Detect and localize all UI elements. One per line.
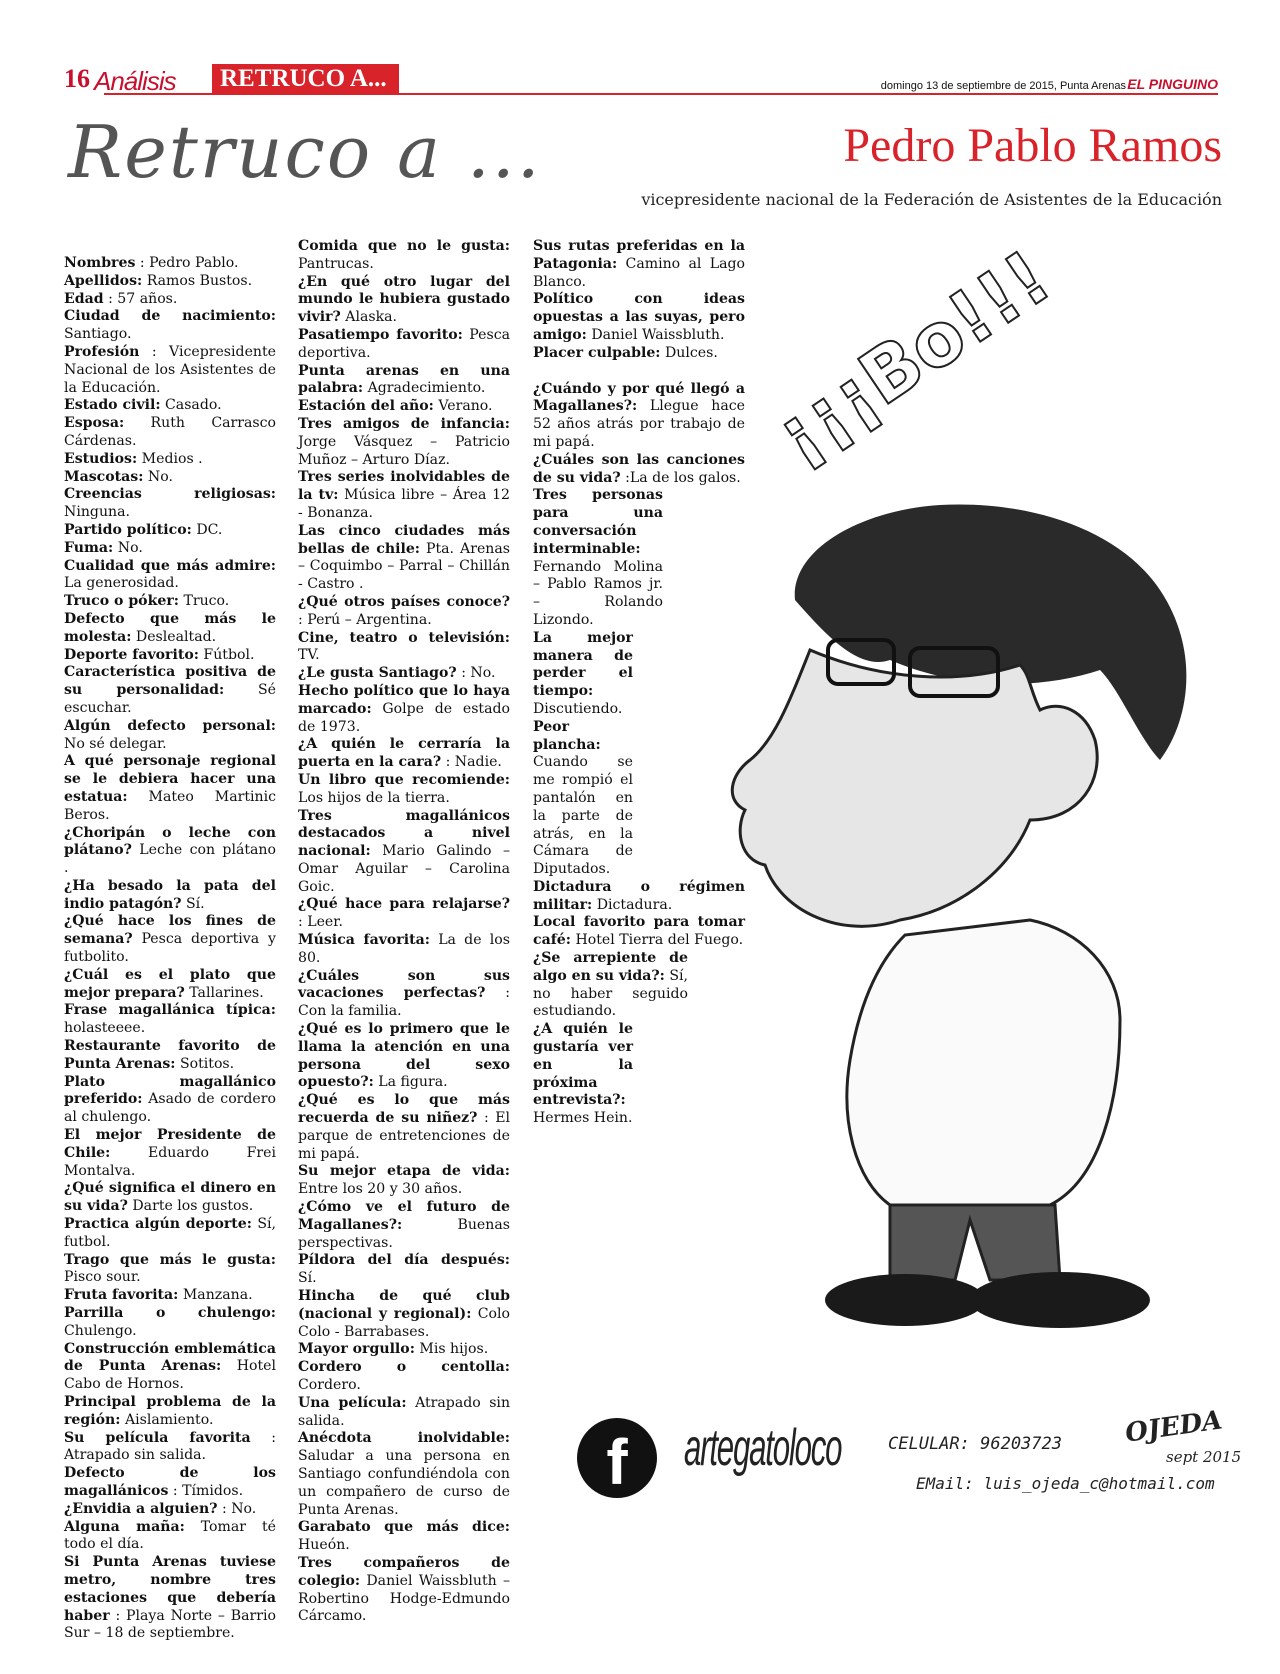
qa-item bbox=[298, 398, 510, 416]
qa-answer: Hueón. bbox=[298, 1537, 350, 1554]
qa-answer: Saludar a una persona en Santiago confundiéndola con un compañero de curso de Punta Arenas. bbox=[298, 1448, 510, 1518]
qa-answer: :La de los galos. bbox=[625, 469, 741, 486]
qa-answer: DC. bbox=[196, 521, 223, 538]
interviewee-name: Pedro Pablo Ramos bbox=[843, 119, 1222, 172]
qa-question: Defecto de los magallánicos bbox=[64, 1465, 276, 1499]
qa-answer: : 57 años. bbox=[108, 290, 178, 307]
qa-question: ¿A quién le gustaría ver en la próxima entrevista?: bbox=[533, 1021, 633, 1109]
interview-column-2 bbox=[298, 238, 510, 1626]
qa-item bbox=[64, 718, 276, 754]
qa-item bbox=[64, 1394, 276, 1430]
qa-question: Comida que no le gusta: bbox=[298, 238, 510, 254]
qa-answer: Chulengo. bbox=[64, 1322, 137, 1339]
qa-item bbox=[64, 540, 276, 558]
qa-item bbox=[64, 1252, 276, 1288]
caricature-drawing bbox=[560, 220, 1250, 1340]
qa-answer: Verano. bbox=[438, 398, 493, 415]
qa-item bbox=[298, 1252, 510, 1288]
qa-item bbox=[298, 896, 510, 932]
qa-question: Característica positiva de su personalidad: bbox=[64, 664, 276, 699]
qa-answer: Los hijos de la tierra. bbox=[298, 789, 450, 806]
qa-item bbox=[64, 1305, 276, 1341]
qa-question: Placer culpable: bbox=[533, 344, 661, 361]
qa-question: Píldora del día después: bbox=[298, 1252, 510, 1269]
qa-question: Tres magallánicos destacados a nivel nacional: bbox=[298, 807, 510, 860]
qa-item bbox=[64, 308, 276, 344]
qa-answer: Sí. bbox=[186, 895, 205, 912]
qa-answer: Tomar té todo el día. bbox=[64, 1518, 277, 1553]
qa-item bbox=[64, 593, 276, 611]
qa-item bbox=[298, 1163, 510, 1199]
qa-question: Pasatiempo favorito: bbox=[298, 326, 463, 343]
qa-question: Dictadura o régimen militar: bbox=[533, 878, 745, 913]
qa-item bbox=[64, 558, 276, 594]
qa-answer: Mario Galindo – Omar Aguilar – Carolina Goic. bbox=[298, 843, 510, 895]
page-number: 16 bbox=[64, 64, 90, 93]
qa-question: Mascotas: bbox=[64, 468, 144, 485]
qa-answer: : Playa Norte – Barrio Sur – 18 de septiembre. bbox=[64, 1607, 276, 1642]
qa-question: Practica algún deporte: bbox=[64, 1216, 252, 1233]
newspaper-name: EL PINGUINO bbox=[1127, 76, 1218, 92]
qa-answer: Casado. bbox=[165, 397, 222, 414]
qa-question: Edad bbox=[64, 290, 104, 307]
qa-item bbox=[64, 273, 276, 291]
qa-question: Cualidad que más admire: bbox=[64, 557, 276, 574]
qa-item bbox=[64, 1430, 276, 1466]
qa-item bbox=[64, 1519, 276, 1555]
artist-phone: CELULAR: 96203723 bbox=[888, 1434, 1062, 1454]
qa-item bbox=[298, 683, 510, 736]
shoe-left bbox=[825, 1274, 985, 1326]
qa-answer: No. bbox=[117, 539, 143, 556]
qa-question: Político con ideas opuestas a las suyas, pero amigo: bbox=[533, 291, 745, 343]
qa-item bbox=[298, 1519, 510, 1555]
qa-question: Las cinco ciudades más bellas de chile: bbox=[298, 522, 510, 557]
qa-answer: Discutiendo. bbox=[533, 700, 623, 717]
qa-item bbox=[64, 1465, 276, 1501]
qa-question: Punta arenas en una palabra: bbox=[298, 362, 510, 397]
artist-brand: artegatoloco bbox=[684, 1419, 842, 1477]
qa-item bbox=[298, 1199, 510, 1252]
qa-answer: Camino al Lago Blanco. bbox=[533, 255, 745, 290]
qa-question: Tres compañeros de colegio: bbox=[298, 1554, 510, 1589]
qa-question: ¿Qué es lo primero que le llama la atención en una persona del sexo opuesto?: bbox=[298, 1021, 510, 1091]
qa-answer: Pantrucas. bbox=[298, 255, 374, 272]
qa-item bbox=[64, 1501, 276, 1519]
qa-question: Tres series inolvidables de la tv: bbox=[298, 469, 510, 504]
qa-question: ¿Cuándo y por qué llegó a Magallanes?: bbox=[533, 380, 745, 415]
qa-question: ¿Le gusta Santiago? bbox=[298, 665, 457, 682]
qa-question: El mejor Presidente de Chile: bbox=[64, 1127, 276, 1161]
section-title: RETRUCO A... bbox=[212, 64, 399, 94]
qa-question: ¿Qué otros países conoce? bbox=[298, 593, 510, 610]
qa-question: Una película: bbox=[298, 1394, 407, 1411]
qa-question: Estudios: bbox=[64, 450, 138, 467]
qa-question: Partido político: bbox=[64, 521, 192, 538]
qa-question: Su mejor etapa de vida: bbox=[298, 1163, 510, 1180]
qa-answer: : Vicepresidente Nacional de los Asistentes de la Educación. bbox=[64, 343, 276, 396]
qa-item bbox=[298, 416, 510, 469]
shirt-shape bbox=[847, 920, 1120, 1205]
qa-answer: : No. bbox=[221, 1500, 257, 1517]
qa-answer: Daniel Waissbluth. bbox=[591, 326, 725, 343]
qa-question: ¿Cuáles son sus vacaciones perfectas? bbox=[298, 967, 510, 1002]
facebook-icon: f bbox=[577, 1418, 657, 1498]
qa-question: Si Punta Arenas tuviese metro, nombre tres estaciones que debería haber bbox=[64, 1554, 276, 1624]
qa-answer: Llegue hace 52 años atrás por trabajo de mi papá. bbox=[533, 398, 745, 450]
qa-answer: Golpe de estado de 1973. bbox=[298, 700, 510, 735]
qa-question: Fuma: bbox=[64, 539, 114, 556]
qa-item bbox=[64, 1554, 276, 1643]
qa-answer: Mateo Martinic Beros. bbox=[64, 788, 276, 823]
qa-answer: Darte los gustos. bbox=[132, 1198, 254, 1215]
qa-question: Trago que más le gusta: bbox=[64, 1251, 276, 1268]
qa-item bbox=[64, 967, 276, 1003]
qa-item bbox=[298, 363, 510, 399]
qa-answer: Dictadura. bbox=[596, 896, 673, 913]
qa-item bbox=[64, 647, 276, 665]
qa-item bbox=[298, 1341, 510, 1359]
qa-answer: : Nadie. bbox=[445, 754, 502, 771]
qa-item bbox=[64, 1002, 276, 1038]
qa-question: Garabato que más dice: bbox=[298, 1519, 510, 1536]
qa-answer: Buenas perspectivas. bbox=[298, 1216, 510, 1251]
qa-item bbox=[298, 772, 510, 808]
qa-answer: Entre los 20 y 30 años. bbox=[298, 1181, 463, 1198]
qa-question: Estado civil: bbox=[64, 397, 161, 414]
qa-item bbox=[64, 1038, 276, 1074]
qa-answer: Ramos Bustos. bbox=[146, 272, 253, 289]
qa-item bbox=[64, 415, 276, 451]
qa-item bbox=[298, 469, 510, 522]
qa-item bbox=[64, 1127, 276, 1180]
qa-answer: Santiago. bbox=[64, 326, 132, 343]
qa-answer: Sí. bbox=[298, 1270, 317, 1287]
section-label: Análisis bbox=[94, 66, 176, 96]
qa-answer: Pesca deportiva y futbolito. bbox=[64, 931, 276, 966]
exclamation-text: ¡¡¡Bo!!! bbox=[760, 234, 1066, 479]
qa-item bbox=[64, 878, 276, 914]
qa-answer: TV. bbox=[298, 647, 320, 664]
qa-question: Truco o póker: bbox=[64, 593, 179, 610]
qa-question: ¿Choripán o leche con plátano? bbox=[64, 824, 276, 859]
shoe-right bbox=[970, 1272, 1150, 1328]
qa-question: ¿Cuál es el plato que mejor prepara? bbox=[64, 966, 276, 1001]
interview-column-1 bbox=[64, 255, 276, 1643]
qa-answer: Cordero. bbox=[298, 1377, 361, 1393]
qa-item bbox=[298, 808, 510, 897]
qa-answer: Sotitos. bbox=[179, 1055, 235, 1072]
qa-answer: Mis hijos. bbox=[419, 1341, 489, 1358]
qa-question: Principal problema de la región: bbox=[64, 1394, 276, 1428]
qa-question: Peor plancha: bbox=[533, 718, 601, 753]
qa-answer: La de los 80. bbox=[298, 932, 511, 966]
qa-answer: : No. bbox=[461, 665, 496, 682]
qa-item bbox=[64, 451, 276, 469]
qa-answer: La generosidad. bbox=[64, 575, 179, 592]
qa-question: ¿Qué es lo que más recuerda de su niñez? bbox=[298, 1092, 510, 1127]
qa-question: Restaurante favorito de Punta Arenas: bbox=[64, 1038, 276, 1072]
qa-item bbox=[298, 327, 510, 363]
qa-question: Hincha de qué club (nacional y regional): bbox=[298, 1288, 510, 1322]
qa-question: ¿Envidia a alguien? bbox=[64, 1500, 218, 1517]
qa-answer: Pesca deportiva. bbox=[298, 326, 510, 361]
qa-question: Estación del año: bbox=[298, 398, 434, 415]
qa-answer: : Con la familia. bbox=[298, 985, 511, 1020]
qa-answer: Manzana. bbox=[182, 1287, 253, 1304]
qa-question: Defecto que más le molesta: bbox=[64, 610, 276, 645]
qa-item bbox=[298, 1288, 510, 1341]
qa-question: Un libro que recomiende: bbox=[298, 771, 510, 788]
qa-answer: Daniel Waissbluth –Robertino Hodge-Edmundo Cárcamo. bbox=[298, 1572, 511, 1625]
qa-item bbox=[298, 523, 510, 594]
qa-answer: Ninguna. bbox=[64, 504, 130, 521]
qa-item bbox=[298, 736, 510, 772]
qa-item bbox=[64, 1341, 276, 1394]
qa-item bbox=[64, 344, 276, 397]
qa-question: Plato magallánico preferido: bbox=[64, 1073, 276, 1108]
qa-item bbox=[298, 1092, 510, 1163]
qa-question: Frase magallánica típica: bbox=[64, 1002, 276, 1019]
qa-answer: Pta. Arenas – Coquimbo – Parral – Chillán - Castro . bbox=[298, 540, 511, 593]
qa-item bbox=[298, 274, 510, 327]
qa-question: ¿Ha besado la pata del indio patagón? bbox=[64, 877, 276, 912]
qa-question: Apellidos: bbox=[64, 272, 143, 289]
artist-signature: OJEDA bbox=[1123, 1405, 1225, 1449]
qa-answer: Tallarines. bbox=[189, 984, 264, 1001]
qa-question: Tres personas para una conversación interminable: bbox=[533, 487, 663, 557]
qa-question: ¿En qué otro lugar del mundo le hubiera gustado vivir? bbox=[298, 273, 510, 326]
qa-question: Anécdota inolvidable: bbox=[298, 1430, 510, 1447]
qa-answer: : Pedro Pablo. bbox=[139, 255, 239, 271]
qa-item bbox=[298, 1021, 510, 1092]
qa-item bbox=[64, 469, 276, 487]
qa-answer: Agradecimiento. bbox=[367, 380, 486, 397]
qa-item bbox=[298, 630, 510, 666]
qa-answer: Hotel Tierra del Fuego. bbox=[575, 932, 744, 949]
face-shape bbox=[732, 650, 1097, 926]
page-header bbox=[64, 64, 1218, 98]
qa-item bbox=[64, 1216, 276, 1252]
qa-question: A qué personaje regional se le debiera hacer una estatua: bbox=[64, 753, 276, 805]
qa-question: Algún defecto personal: bbox=[64, 717, 276, 734]
qa-answer: Leche con plátano . bbox=[64, 842, 276, 877]
qa-item bbox=[64, 1180, 276, 1216]
qa-question: Construcción emblemática de Punta Arenas: bbox=[64, 1340, 276, 1375]
qa-question: Cine, teatro o televisión: bbox=[298, 629, 510, 646]
qa-item bbox=[64, 913, 276, 966]
qa-question: Profesión bbox=[64, 343, 140, 360]
qa-answer: Medios . bbox=[141, 450, 203, 467]
qa-question: Cordero o centolla: bbox=[298, 1359, 510, 1376]
qa-answer: Jorge Vásquez – Patricio Muñoz – Arturo Díaz. bbox=[298, 433, 510, 468]
qa-question: Su película favorita bbox=[64, 1429, 251, 1446]
script-title: Retruco a ... bbox=[68, 110, 542, 194]
qa-answer: No. bbox=[147, 468, 173, 485]
qa-answer: Ruth Carrasco Cárdenas. bbox=[64, 415, 276, 449]
trousers-shape bbox=[890, 1205, 1060, 1280]
qa-answer: Fútbol. bbox=[203, 646, 255, 663]
qa-answer: Música libre – Área 12 - Bonanza. bbox=[298, 487, 511, 521]
qa-question: Mayor orgullo: bbox=[298, 1341, 415, 1358]
date-line: domingo 13 de septiembre de 2015, Punta Arenas bbox=[880, 80, 1126, 92]
qa-question: Sus rutas preferidas en la Patagonia: bbox=[533, 238, 745, 272]
signature-date: sept 2015 bbox=[1166, 1448, 1242, 1466]
qa-item bbox=[64, 664, 276, 717]
qa-question: Alguna maña: bbox=[64, 1518, 185, 1535]
qa-item bbox=[64, 255, 276, 273]
qa-item bbox=[64, 397, 276, 415]
qa-answer: Aislamiento. bbox=[124, 1411, 214, 1428]
qa-item bbox=[64, 522, 276, 540]
qa-question: ¿Cómo ve el futuro de Magallanes?: bbox=[298, 1199, 510, 1233]
qa-item bbox=[64, 486, 276, 522]
qa-answer: : El parque de entretenciones de mi papá. bbox=[298, 1110, 510, 1162]
qa-item bbox=[64, 1287, 276, 1305]
qa-question: Nombres bbox=[64, 255, 136, 271]
qa-item bbox=[298, 1555, 510, 1626]
qa-item bbox=[298, 594, 510, 630]
qa-item bbox=[298, 665, 510, 683]
qa-item bbox=[64, 291, 276, 309]
qa-question: Local favorito para tomar café: bbox=[533, 914, 745, 949]
interviewee-subtitle: vicepresidente nacional de la Federación de Asistentes de la Educación bbox=[641, 190, 1222, 209]
qa-answer: No sé delegar. bbox=[64, 735, 167, 752]
qa-answer: : Perú – Argentina. bbox=[298, 611, 432, 628]
qa-question: ¿Qué hace los fines de semana? bbox=[64, 913, 276, 948]
qa-answer: Asado de cordero al chulengo. bbox=[64, 1091, 276, 1126]
qa-item bbox=[298, 1430, 510, 1519]
qa-question: Música favorita: bbox=[298, 932, 430, 949]
qa-answer: Truco. bbox=[183, 593, 230, 610]
qa-item bbox=[298, 238, 510, 274]
qa-answer: La figura. bbox=[378, 1074, 448, 1091]
qa-question: Creencias religiosas: bbox=[64, 486, 276, 503]
qa-question: ¿Cuáles son las canciones de su vida? bbox=[533, 451, 745, 486]
qa-answer: Hermes Hein. bbox=[533, 1110, 633, 1127]
qa-question: ¿Qué hace para relajarse? bbox=[298, 896, 510, 913]
qa-answer: Dulces. bbox=[665, 344, 718, 361]
qa-answer: Deslealtad. bbox=[135, 628, 217, 645]
qa-question: Esposa: bbox=[64, 415, 125, 432]
qa-item bbox=[64, 611, 276, 647]
qa-answer: Sí, futbol. bbox=[64, 1216, 276, 1250]
qa-answer: : Tímidos. bbox=[172, 1482, 244, 1499]
qa-answer: Colo Colo - Barrabases. bbox=[298, 1305, 510, 1340]
qa-question: Hecho político que lo haya marcado: bbox=[298, 682, 510, 717]
qa-answer: holasteeee. bbox=[64, 1020, 146, 1037]
qa-answer: Hotel Cabo de Hornos. bbox=[64, 1358, 276, 1393]
qa-item bbox=[64, 825, 276, 878]
artist-email: EMail: luis_ojeda_c@hotmail.com bbox=[916, 1474, 1215, 1493]
qa-answer: Pisco sour. bbox=[64, 1269, 141, 1286]
qa-answer: : Atrapado sin salida. bbox=[64, 1429, 276, 1464]
qa-answer: Fernando Molina – Pablo Ramos jr. – Rolando Lizondo. bbox=[533, 558, 663, 628]
qa-item bbox=[298, 968, 510, 1021]
qa-item bbox=[298, 1395, 510, 1431]
qa-item bbox=[298, 932, 510, 968]
qa-answer: Sí, no haber seguido estudiando. bbox=[533, 967, 688, 1020]
qa-answer: : Leer. bbox=[298, 914, 343, 931]
qa-answer: Atrapado sin salida. bbox=[298, 1394, 511, 1429]
qa-question: Deporte favorito: bbox=[64, 646, 199, 663]
qa-question: ¿A quién le cerraría la puerta en la cara? bbox=[298, 736, 510, 771]
qa-answer: Eduardo Frei Montalva. bbox=[64, 1144, 276, 1179]
qa-item bbox=[298, 1359, 510, 1395]
qa-answer: Sé escuchar. bbox=[64, 682, 276, 716]
qa-question: La mejor manera de perder el tiempo: bbox=[533, 629, 633, 700]
qa-question: Fruta favorita: bbox=[64, 1287, 179, 1304]
qa-question: Parrilla o chulengo: bbox=[64, 1305, 276, 1322]
qa-answer: Cuando se me rompió el pantalón en la parte de atrás, en la Cámara de Diputados. bbox=[533, 754, 633, 878]
qa-question: Tres amigos de infancia: bbox=[298, 415, 510, 432]
qa-answer: Alaska. bbox=[345, 309, 398, 326]
qa-item bbox=[64, 1074, 276, 1127]
qa-question: ¿Qué significa el dinero en su vida? bbox=[64, 1180, 276, 1215]
qa-item bbox=[64, 753, 276, 824]
qa-question: ¿Se arrepiente de algo en su vida?: bbox=[533, 950, 688, 984]
qa-question: Ciudad de nacimiento: bbox=[64, 308, 276, 325]
